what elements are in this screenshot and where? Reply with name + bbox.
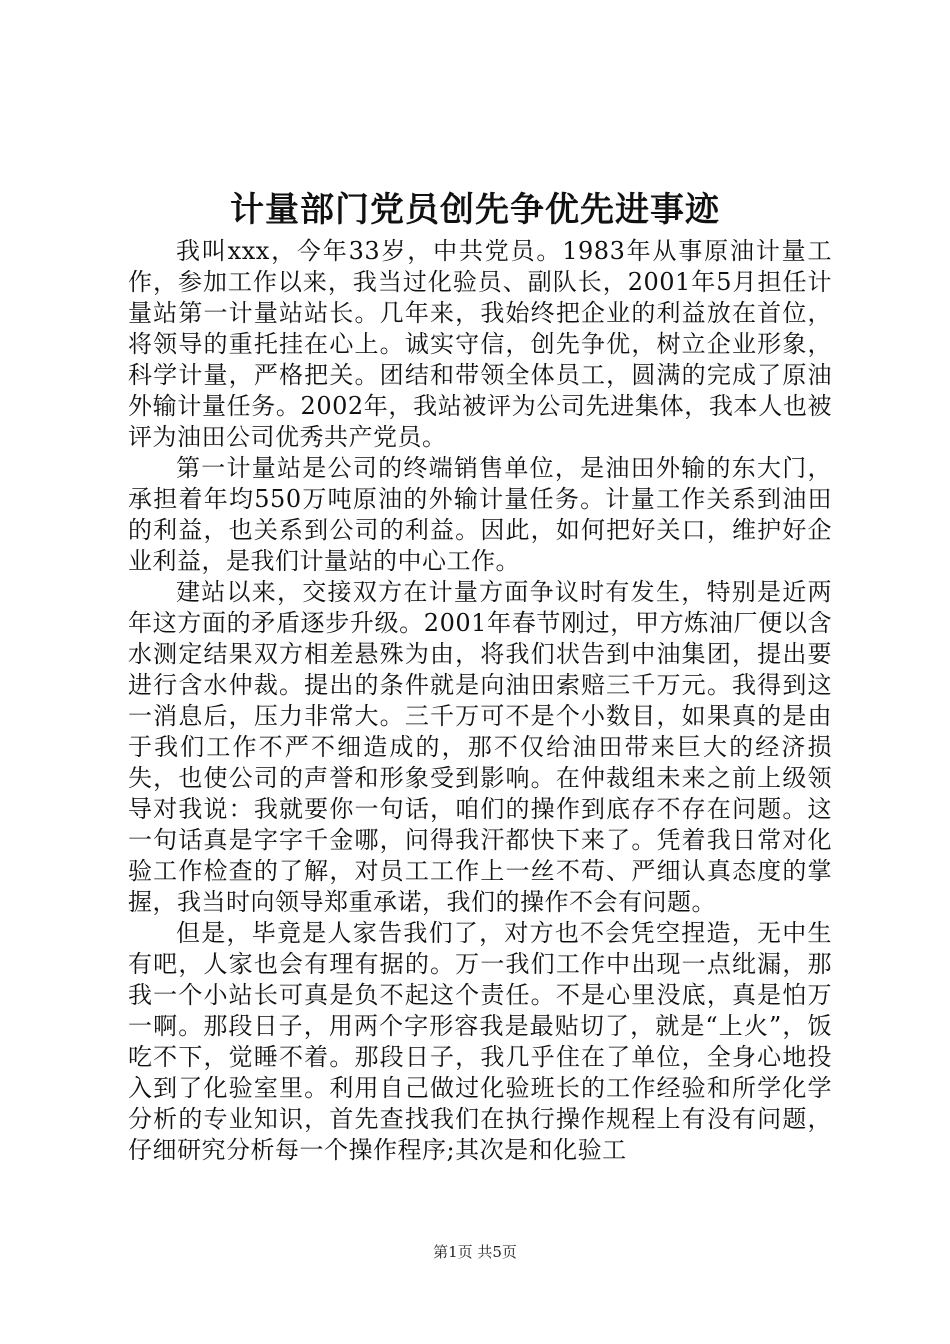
paragraph-4: 但是，毕竟是人家告我们了，对方也不会凭空捏造，无中生有吧，人家也会有理有据的。万一我们工作中出现一点纰漏，那我一个小站长可真是负不起这个责任。不是心里没底，真是怕万一啊。那段日子，用两个字形容我是最贴切了，就是“上火”，饭吃不下，觉睡不着。那段日子，我几乎住在了单位，全身心地投入到了化验室里。利用自己做过化验班长的工作经验和所学化学分析的专业知识，首先查找我们在执行操作规程上有没有问题，仔细研究分析每一个操作程序;其次是和化验工 [128, 919, 832, 1164]
document-body [128, 236, 832, 1166]
page-footer [0, 1242, 950, 1262]
page-number: 第1页 共5页 [433, 1243, 517, 1261]
paragraph-1: 我叫xxx，今年33岁，中共党员。1983年从事原油计量工作，参加工作以来，我当过化验员、副队长，2001年5月担任计量站第一计量站站长。几年来，我始终把企业的利益放在首位，将领导的重托挂在心上。诚实守信，创先争优，树立企业形象，科学计量，严格把关。团结和带领全体员工，圆满的完成了原油外输计量任务。2002年，我站被评为公司先进集体，我本人也被评为油田公司优秀共产党员。 [128, 237, 832, 451]
paragraph-2: 第一计量站是公司的终端销售单位，是油田外输的东大门，承担着年均550万吨原油的外输计量任务。计量工作关系到油田的利益，也关系到公司的利益。因此，如何把好关口，维护好企业利益，是我们计量站的中心工作。 [128, 454, 832, 575]
paragraph-3: 建站以来，交接双方在计量方面争议时有发生，特别是近两年这方面的矛盾逐步升级。2001年春节刚过，甲方炼油厂便以含水测定结果双方相差悬殊为由，将我们状告到中油集团，提出要进行含水仲裁。提出的条件就是向油田索赔三千万元。我得到这一消息后，压力非常大。三千万可不是个小数目，如果真的是由于我们工作不严不细造成的，那不仅给油田带来巨大的经济损失，也使公司的声誉和形象受到影响。在仲裁组未来之前上级领导对我说：我就要你一句话，咱们的操作到底存不存在问题。这一句话真是字字千金哪，问得我汗都快下来了。凭着我日常对化验工作检查的了解，对员工工作上一丝不苟、严细认真态度的掌握，我当时向领导郑重承诺，我们的操作不会有问题。 [128, 578, 832, 916]
document-title: 计量部门党员创先争优先进事迹 [230, 190, 720, 230]
